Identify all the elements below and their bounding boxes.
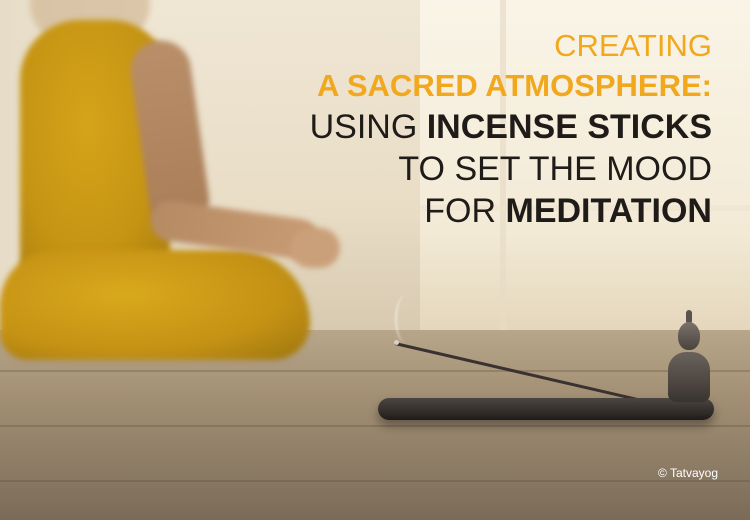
headline-line-5-bold: MEDITATION bbox=[505, 192, 712, 230]
headline-line-5-prefix: FOR bbox=[424, 192, 506, 230]
floor-line bbox=[0, 480, 750, 482]
headline bbox=[310, 30, 712, 236]
floor-line bbox=[0, 370, 750, 372]
copyright-notice: © Tatvayog bbox=[658, 466, 718, 480]
headline-line-5 bbox=[310, 194, 712, 228]
incense-smoke bbox=[395, 295, 417, 343]
headline-line-1: CREATING bbox=[554, 28, 712, 63]
headline-line-3-bold: INCENSE STICKS bbox=[426, 108, 712, 146]
headline-line-4: TO SET THE MOOD bbox=[398, 150, 712, 188]
floor-line bbox=[0, 425, 750, 427]
buddha-figurine-head bbox=[678, 322, 700, 350]
headline-line-2: A SACRED ATMOSPHERE: bbox=[317, 68, 712, 103]
meditating-person-legs bbox=[0, 250, 310, 360]
headline-line-3 bbox=[310, 110, 712, 144]
buddha-figurine-body bbox=[668, 352, 710, 402]
headline-line-3-prefix: USING bbox=[309, 108, 427, 146]
incense-holder bbox=[378, 398, 714, 420]
incense-ember bbox=[394, 340, 399, 345]
